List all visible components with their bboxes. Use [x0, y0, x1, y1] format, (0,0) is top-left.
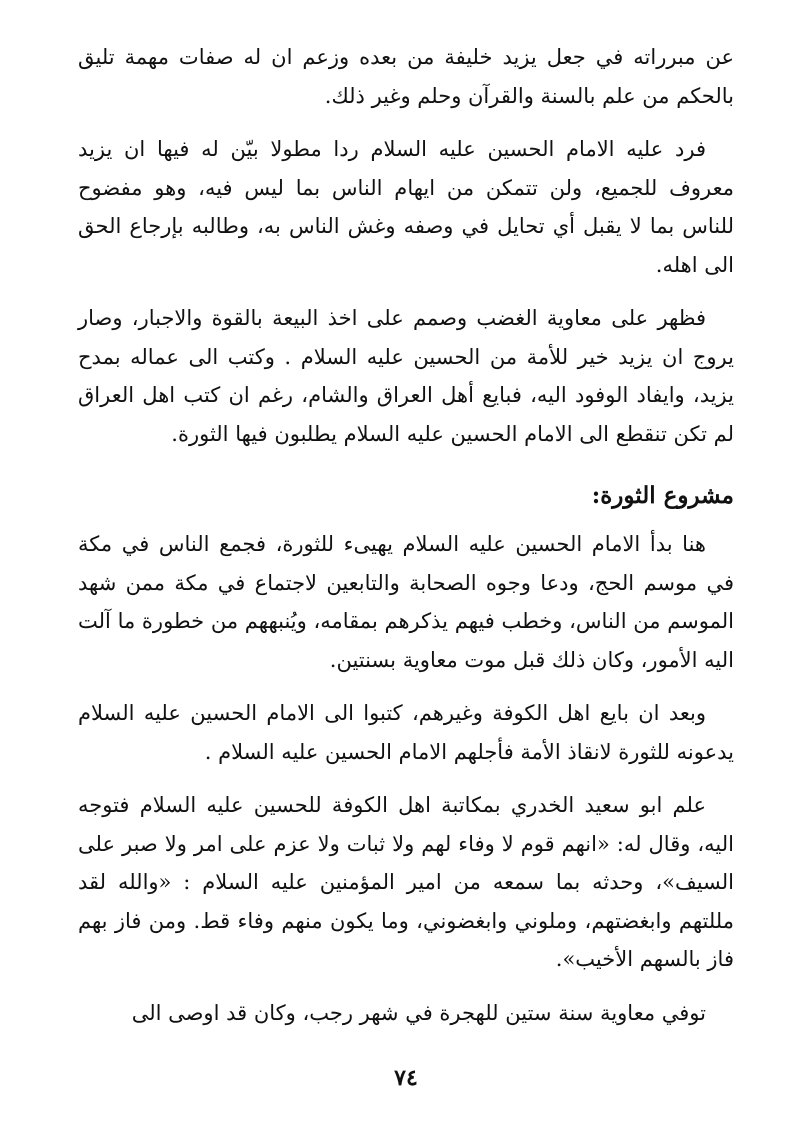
- paragraph-2: فرد عليه الامام الحسين عليه السلام ردا مطولا بيّن له فيها ان يزيد معروف للجميع، ولن تتمكن من ايهام الناس بما ليس فيه، وهو مفضوح للناس بما لا يقبل أي تحايل في وصفه وغش الناس به، وطالبه بإرجاع الحق الى اهله.: [78, 137, 734, 277]
- section-paragraph-3: علم ابو سعيد الخدري بمكاتبة اهل الكوفة للحسين عليه السلام فتوجه اليه، وقال له: «انهم قوم لا وفاء لهم ولا ثبات ولا عزم على امر ولا صبر على السيف»، وحدثه بما سمعه من امير المؤمنين عليه السلام : «والله لقد مللتهم وابغضتهم، وملوني وابغضوني، وما يكون منهم وفاء قط. ومن فاز بهم فاز بالسهم الأخيب».: [78, 793, 734, 971]
- section-heading: مشروع الثورة:: [591, 482, 734, 509]
- page-number: ٧٤: [394, 1065, 418, 1091]
- book-page: [78, 38, 734, 1047]
- paragraph-3: فظهر على معاوية الغضب وصمم على اخذ البيعة بالقوة والاجبار، وصار يروج ان يزيد خير للأمة من الحسين عليه السلام . وكتب الى عماله بمدح يزيد، وايفاد الوفود اليه، فبايع أهل العراق والشام، رغم ان كتب اهل العراق لم تكن تنقطع الى الامام الحسين عليه السلام يطلبون فيها الثورة.: [78, 306, 734, 446]
- paragraph-1: عن مبرراته في جعل يزيد خليفة من بعده وزعم ان له صفات مهمة تليق بالحكم من علم بالسنة والقرآن وحلم وغير ذلك.: [78, 45, 734, 108]
- section-paragraph-4: توفي معاوية سنة ستين للهجرة في شهر رجب، وكان قد اوصى الى: [131, 1000, 706, 1025]
- section-paragraph-2: وبعد ان بايع اهل الكوفة وغيرهم، كتبوا الى الامام الحسين عليه السلام يدعونه للثورة لانقاذ الأمة فأجلهم الامام الحسين عليه السلام .: [78, 701, 734, 764]
- section-paragraph-1: هنا بدأ الامام الحسين عليه السلام يهيىء للثورة، فجمع الناس في مكة في موسم الحج، ودعا وجوه الصحابة والتابعين لاجتماع في مكة ممن شهد الموسم من الناس، وخطب فيهم يذكرهم بمقامه، ويُنبههم من خطورة ما آلت اليه الأمور، وكان ذلك قبل موت معاوية بسنتين.: [78, 532, 734, 672]
